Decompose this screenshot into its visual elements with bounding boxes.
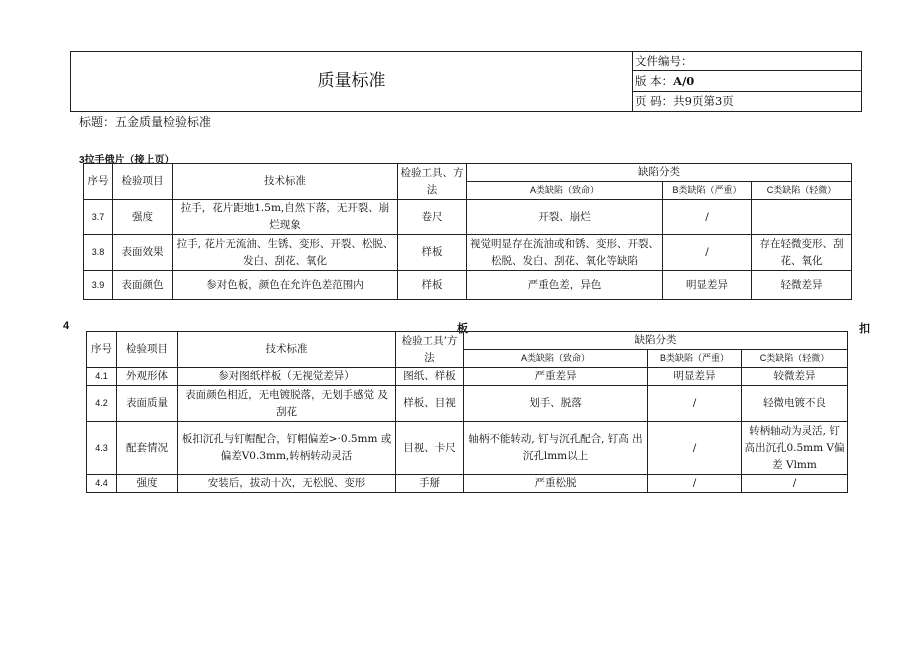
row-defect-a: 视觉明显存在流油或和锈、变形、开裂、松脱、发白、刮花、氧化等缺陷 xyxy=(467,235,663,271)
table-row xyxy=(84,200,852,235)
col-b-header: B类缺陷（严重） xyxy=(648,350,742,368)
row-defect-a: 开裂、崩烂 xyxy=(467,200,663,235)
col-c-header: C类缺陷（轻微） xyxy=(742,350,848,368)
row-defect-c xyxy=(752,200,852,235)
row-tool: 卷尺 xyxy=(398,200,467,235)
col-b-header: B类缺陷（严重） xyxy=(663,182,752,200)
table-row xyxy=(84,271,852,300)
row-item: 配套情况 xyxy=(117,422,178,475)
row-tool: 样板、目视 xyxy=(396,386,464,422)
row-defect-b: 明显差异 xyxy=(648,368,742,386)
row-standard: 板扣沉孔与钉帽配合，钉帽偏差>·0.5mm 或偏差V0.3mm,转柄转动灵活 xyxy=(178,422,396,475)
section4-number: 4 xyxy=(63,320,70,332)
row-defect-b: / xyxy=(648,386,742,422)
section4-table xyxy=(86,331,848,493)
row-item: 强度 xyxy=(113,200,173,235)
row-defect-b: 明显差异 xyxy=(663,271,752,300)
version-cell xyxy=(633,71,862,92)
table-row xyxy=(87,422,848,475)
section3-title: 3拉手俄片（接上页） xyxy=(79,155,175,166)
row-standard: 参对图纸样板（无视觉差异） xyxy=(178,368,396,386)
col-seq-header: 序号 xyxy=(84,164,113,200)
version-value: A/0 xyxy=(673,73,695,88)
row-seq: 3.8 xyxy=(84,235,113,271)
section3-table xyxy=(83,163,852,300)
row-seq: 4.1 xyxy=(87,368,117,386)
section4-title-right: 扣 xyxy=(859,323,870,335)
col-seq-header: 序号 xyxy=(87,332,117,368)
document-subject: 标题：五金质量检验标准 xyxy=(79,115,212,129)
page-number-cell xyxy=(633,92,862,112)
row-defect-a: 严重差异 xyxy=(464,368,648,386)
row-tool: 目视、卡尺 xyxy=(396,422,464,475)
row-seq: 4.3 xyxy=(87,422,117,475)
row-tool: 图纸、样板 xyxy=(396,368,464,386)
row-standard: 拉手，花片距地1.5m,自然下落，无开裂、崩 烂现象 xyxy=(173,200,398,235)
page-value: 共9页第3页 xyxy=(673,94,734,108)
row-standard: 参对色板，颜色在允许色差范围内 xyxy=(173,271,398,300)
col-tool-header: 检验工具、方法 xyxy=(398,164,467,200)
row-item: 表面颜色 xyxy=(113,271,173,300)
row-defect-a: 严重松脱 xyxy=(464,475,648,493)
row-seq: 4.4 xyxy=(87,475,117,493)
col-a-header: A类缺陷（致命） xyxy=(467,182,663,200)
col-defect-header: 缺陷分类 xyxy=(464,332,848,350)
row-standard: 表面颜色相近，无电镀脱落，无划手感觉 及刮花 xyxy=(178,386,396,422)
row-defect-c: 轻微差异 xyxy=(752,271,852,300)
col-standard-header: 技术标准 xyxy=(173,164,398,200)
row-defect-c: 存在轻微变形、刮花、氧化 xyxy=(752,235,852,271)
header-table xyxy=(70,51,862,112)
row-defect-c: 较微差异 xyxy=(742,368,848,386)
row-tool: 手掰 xyxy=(396,475,464,493)
row-item: 表面效果 xyxy=(113,235,173,271)
row-seq: 4.2 xyxy=(87,386,117,422)
row-item: 强度 xyxy=(117,475,178,493)
row-defect-a: 轴柄不能转动, 钉与沉孔配合, 钉高 出沉孔lmm以上 xyxy=(464,422,648,475)
row-item: 外观形体 xyxy=(117,368,178,386)
row-defect-b: / xyxy=(663,200,752,235)
row-defect-b: / xyxy=(648,475,742,493)
row-seq: 3.9 xyxy=(84,271,113,300)
table-row xyxy=(84,235,852,271)
section4-title-mid: 板 xyxy=(457,323,468,335)
doc-number-label: 文件编号： xyxy=(633,52,862,71)
col-defect-header: 缺陷分类 xyxy=(467,164,852,182)
row-defect-b: / xyxy=(648,422,742,475)
table-row xyxy=(87,386,848,422)
col-standard-header: 技术标准 xyxy=(178,332,396,368)
col-item-header: 检验项目 xyxy=(117,332,178,368)
row-defect-c: 转柄轴动为灵活, 钉高出沉孔0.5mm V偏差 Vlmm xyxy=(742,422,848,475)
page-label: 页 码： xyxy=(635,94,674,108)
row-seq: 3.7 xyxy=(84,200,113,235)
col-a-header: A类缺陷（致命） xyxy=(464,350,648,368)
table-row xyxy=(87,368,848,386)
page-title: 质量标准 xyxy=(71,52,633,112)
version-label: 版 本： xyxy=(635,73,674,88)
row-defect-b: / xyxy=(663,235,752,271)
row-defect-c: / xyxy=(742,475,848,493)
row-tool: 样板 xyxy=(398,235,467,271)
row-tool: 样板 xyxy=(398,271,467,300)
col-item-header: 检验项目 xyxy=(113,164,173,200)
row-standard: 拉手, 花片无流油、生锈、变形、开裂、松脱、发白、刮花、氧化 xyxy=(173,235,398,271)
row-standard: 安装后，拔动十次，无松脱、变形 xyxy=(178,475,396,493)
row-item: 表面质量 xyxy=(117,386,178,422)
col-tool-header: 检验工具’方法 xyxy=(396,332,464,368)
row-defect-a: 严重色差，异色 xyxy=(467,271,663,300)
col-c-header: C类缺陷（轻微） xyxy=(752,182,852,200)
table-row xyxy=(87,475,848,493)
row-defect-a: 划手、脱落 xyxy=(464,386,648,422)
row-defect-c: 轻微电镀不良 xyxy=(742,386,848,422)
